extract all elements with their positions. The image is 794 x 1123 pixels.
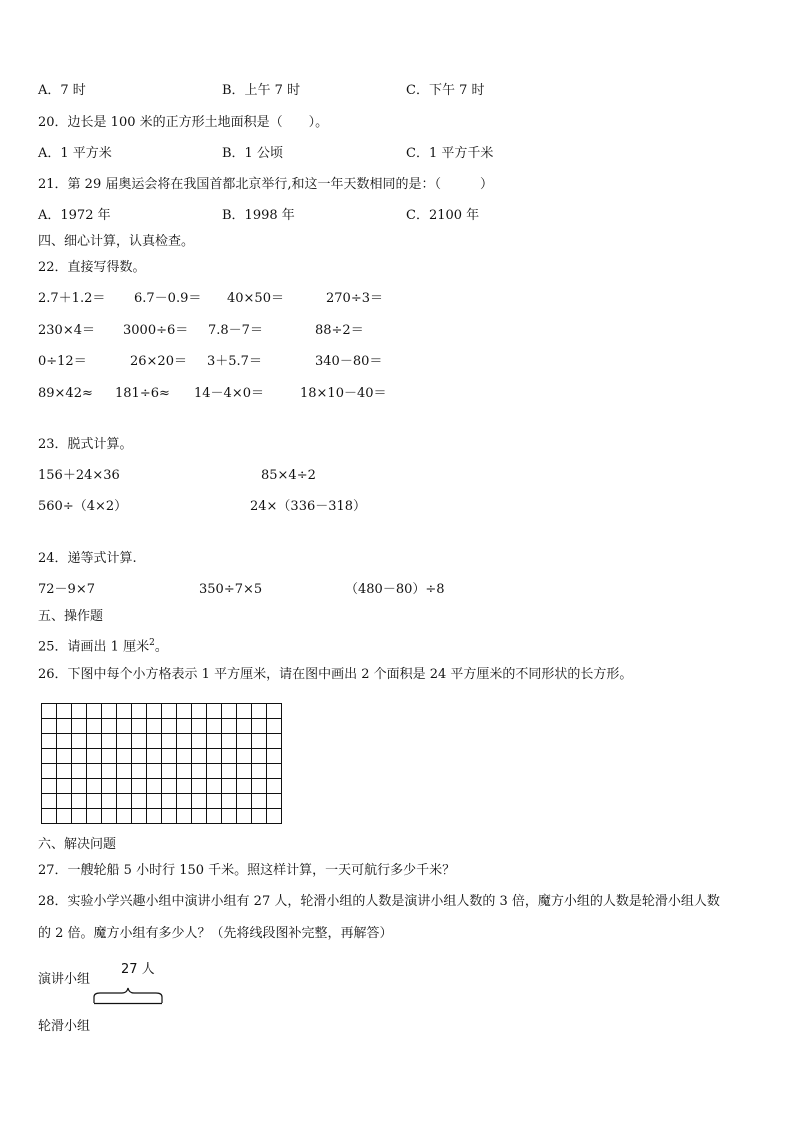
q22-r3-c3: 3＋5.7＝	[207, 354, 262, 369]
q22-r4-c3: 14－4×0＝	[194, 386, 264, 401]
q22-r4-c1: 89×42≈	[38, 386, 93, 401]
q26-question: 26．下图中每个小方格表示 1 平方厘米，请在图中画出 2 个面积是 24 平方厘米的不同形状的长方形。	[38, 667, 633, 682]
q27-question: 27．一艘轮船 5 小时行 150 千米。照这样计算，一天可航行多少千米？	[38, 863, 456, 878]
q23-item-3: 560÷（4×2）	[38, 499, 128, 514]
q20-option-b: B．1 公顷	[222, 146, 283, 161]
q21-option-c: C．2100 年	[406, 208, 480, 223]
q22-r1-c4: 270÷3＝	[326, 291, 383, 306]
square-grid[interactable]	[41, 703, 282, 824]
q22-r3-c4: 340－80＝	[315, 354, 383, 369]
q19-option-c: C．下午 7 时	[406, 83, 485, 98]
q28-line-1: 28．实验小学兴趣小组中演讲小组有 27 人，轮滑小组的人数是演讲小组人数的 3 倍，魔方小组的人数是轮滑小组人数	[38, 894, 720, 909]
q25-question	[38, 635, 168, 655]
grid-lines	[41, 703, 282, 824]
q24-item-2: 350÷7×5	[199, 582, 263, 597]
q22-r4-c2: 181÷6≈	[115, 386, 170, 401]
section-5-heading: 五、操作题	[38, 609, 104, 624]
q24-item-1: 72－9×7	[38, 582, 95, 597]
q23-item-2: 85×4÷2	[261, 468, 316, 483]
q24-item-3: （480－80）÷8	[345, 582, 445, 597]
q21-option-b: B．1998 年	[222, 208, 295, 223]
q25-text: 25．请画出 1 厘米	[38, 639, 150, 655]
section-6-heading: 六、解决问题	[38, 837, 117, 852]
segment-label-skate: 轮滑小组	[38, 1019, 91, 1034]
q20-option-c: C．1 平方千米	[406, 146, 494, 161]
q19-option-b: B．上午 7 时	[222, 83, 301, 98]
q21-option-a: A．1972 年	[38, 208, 111, 223]
q19-option-a: A．7 时	[38, 83, 86, 98]
q25-end: 。	[154, 639, 168, 655]
q21-question: 21．第 29 届奥运会将在我国首都北京举行,和这一年天数相同的是：（ ）	[38, 177, 493, 192]
q22-r3-c2: 26×20＝	[130, 354, 187, 369]
q23-item-1: 156＋24×36	[38, 468, 120, 483]
q22-r1-c3: 40×50＝	[227, 291, 284, 306]
section-4-heading: 四、细心计算，认真检查。	[38, 234, 195, 249]
q28-line-2: 的 2 倍。魔方小组有多少人？（先将线段图补完整，再解答）	[38, 926, 393, 941]
q23-title: 23．脱式计算。	[38, 437, 133, 452]
q20-question: 20．边长是 100 米的正方形土地面积是（ ）。	[38, 115, 329, 130]
q22-r1-c1: 2.7＋1.2＝	[38, 291, 106, 306]
q23-item-4: 24×（336－318）	[250, 499, 367, 514]
q22-r2-c4: 88÷2＝	[315, 323, 364, 338]
brace-segment	[92, 985, 164, 1005]
q25-superscript: 2	[149, 638, 155, 648]
q22-r2-c3: 7.8－7＝	[208, 323, 263, 338]
q22-r2-c2: 3000÷6＝	[123, 323, 189, 338]
q22-title: 22．直接写得数。	[38, 260, 146, 275]
q22-r1-c2: 6.7－0.9＝	[134, 291, 202, 306]
brace-label: 27 人	[121, 962, 155, 977]
brace-shape	[92, 985, 164, 1005]
q22-r4-c4: 18×10－40＝	[300, 386, 387, 401]
q20-option-a: A．1 平方米	[38, 146, 112, 161]
q24-title: 24．递等式计算.	[38, 551, 137, 566]
q22-r3-c1: 0÷12＝	[38, 354, 87, 369]
q22-r2-c1: 230×4＝	[38, 323, 95, 338]
segment-label-speech: 演讲小组	[38, 972, 91, 987]
